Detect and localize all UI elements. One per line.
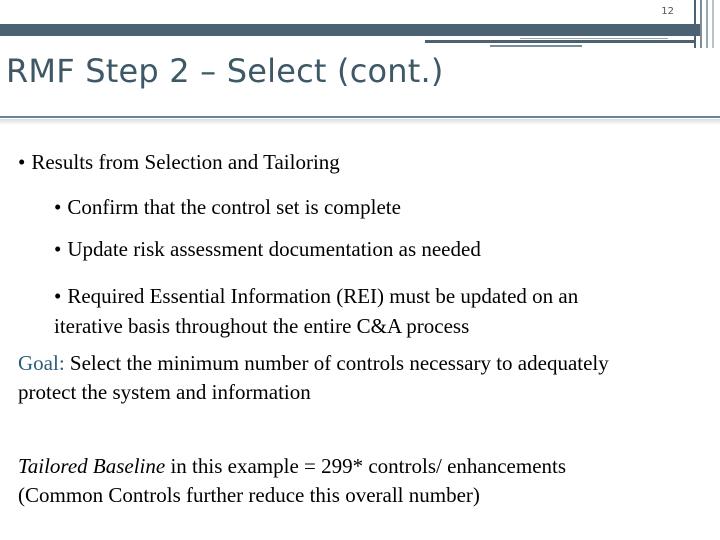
bullet-marker: •	[18, 150, 26, 174]
header-accent-line	[520, 38, 668, 39]
bullet-marker: •	[54, 284, 62, 308]
stripe	[706, 0, 708, 48]
header-band	[0, 0, 700, 24]
goal-text: Select the minimum number of controls necessary to adequately	[64, 351, 609, 375]
stripe	[694, 0, 696, 48]
bullet-level2	[54, 281, 578, 341]
bullet-marker: •	[54, 237, 62, 261]
goal-label: Goal:	[18, 351, 65, 375]
header-accent-line	[490, 45, 582, 47]
tailored-text-continuation: (Common Controls further reduce this overall number)	[18, 483, 480, 507]
bullet-marker: •	[54, 195, 62, 219]
stripe	[712, 0, 714, 48]
bullet-text: Required Essential Information (REI) must be updated on an	[67, 284, 579, 308]
header-side-stripes	[692, 0, 720, 48]
goal-text-continuation: protect the system and information	[18, 380, 311, 404]
title-divider-shadow	[0, 119, 720, 125]
stripe	[700, 0, 702, 48]
bullet-text-continuation: iterative basis throughout the entire C&A process	[54, 314, 470, 338]
tailored-text: in this example = 299* controls/ enhancements	[165, 454, 567, 478]
bullet-text: Results from Selection and Tailoring	[31, 150, 340, 174]
header-accent-line	[425, 40, 695, 43]
header-accent-bar	[0, 24, 700, 36]
slide-title: RMF Step 2 – Select (cont.)	[6, 52, 444, 90]
bullet-text: Update risk assessment documentation as needed	[67, 237, 481, 261]
bullet-level2	[54, 237, 481, 262]
goal-statement	[18, 349, 708, 407]
slide-number: 12	[661, 6, 674, 17]
bullet-level1	[18, 150, 340, 175]
tailored-term: Tailored Baseline	[18, 454, 166, 478]
bullet-text: Confirm that the control set is complete	[67, 195, 401, 219]
bullet-level2	[54, 195, 401, 220]
title-divider	[0, 116, 720, 118]
tailored-baseline-note	[18, 452, 708, 510]
